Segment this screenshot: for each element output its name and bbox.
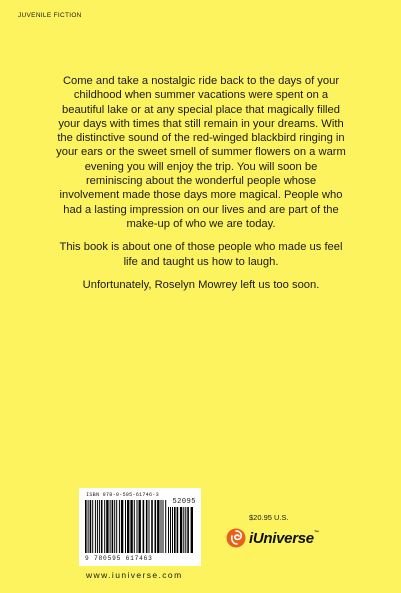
barcode-bar [95, 500, 96, 553]
barcode-bar [121, 500, 123, 553]
barcode-bar [97, 500, 98, 553]
barcode-bar [174, 507, 176, 553]
genre-label: JUVENILE FICTION [18, 12, 82, 19]
price-code: 52095 [172, 498, 196, 506]
blurb-paragraph-3: Unfortunately, Roselyn Mowrey left us too soon. [82, 278, 320, 291]
barcode-bar [134, 500, 135, 553]
barcode-bar [170, 507, 171, 553]
barcode-bar [116, 500, 117, 553]
trademark-symbol: ™ [313, 529, 319, 536]
barcode-bar [191, 507, 193, 553]
barcode-bar [125, 500, 126, 553]
barcode-bar [157, 500, 159, 553]
barcode-bar [101, 500, 103, 553]
barcode-bar [151, 500, 153, 553]
barcode [79, 488, 201, 566]
barcode-bar [88, 500, 89, 553]
blurb-paragraph-2: This book is about one of those people who made us feel life and taught us how to laugh. [59, 241, 343, 268]
barcode-bar [114, 500, 115, 553]
barcode-bar [168, 507, 169, 553]
website-url: www.iuniverse.com [86, 570, 183, 580]
barcode-bar [143, 500, 145, 553]
barcode-bar [137, 500, 138, 553]
barcode-bar [163, 500, 164, 553]
price-code-bars [168, 507, 196, 553]
ean-digits: 9 780595 617463 [85, 555, 153, 562]
barcode-bar [104, 500, 105, 553]
barcode-bar [165, 500, 166, 553]
barcode-bar [119, 500, 120, 553]
barcode-bar [130, 500, 132, 553]
blurb-paragraph-1: Come and take a nostalgic ride back to the days of your childhood when summer vacations were spent on a beautiful lake or at any special place that magically filled your days with times that still remain in your dreams. With the distinctive sound of the red-winged blackbird ringing in your ears or the sweet smell of summer flowers on a warm evening you will enjoy the trip. You will soon be reminiscing about the wonderful people whose involvement made those days more magical. People who had a lasting impression on our lives and are part of the make-up of who we are today. [56, 75, 346, 230]
barcode-bar [90, 500, 92, 553]
barcode-bar [185, 507, 186, 553]
barcode-bar [183, 507, 184, 553]
publisher-logo [226, 528, 319, 548]
barcode-bar [139, 500, 141, 553]
swirl-logo-icon [226, 528, 246, 548]
barcode-bar [172, 507, 173, 553]
barcode-bar [99, 500, 100, 553]
barcode-bar [127, 500, 129, 553]
barcode-bar [112, 500, 114, 553]
isbn-label: ISBN 978-0-595-61746-3 [86, 492, 159, 498]
barcode-bar [161, 500, 162, 553]
barcode-bar [155, 500, 157, 553]
barcode-bar [187, 507, 189, 553]
price: $20.95 U.S. [249, 513, 289, 522]
barcode-bar [92, 500, 93, 553]
barcode-bar [106, 500, 108, 553]
barcode-bar [85, 500, 87, 553]
barcode-bar [177, 507, 179, 553]
barcode-bar [146, 500, 148, 553]
ean-barcode-bars [85, 500, 167, 553]
barcode-bar [110, 500, 111, 553]
barcode-bar [149, 500, 150, 553]
barcode-bar [180, 507, 182, 553]
blurb [56, 74, 346, 301]
publisher-name: iUniverse™ [249, 529, 319, 547]
